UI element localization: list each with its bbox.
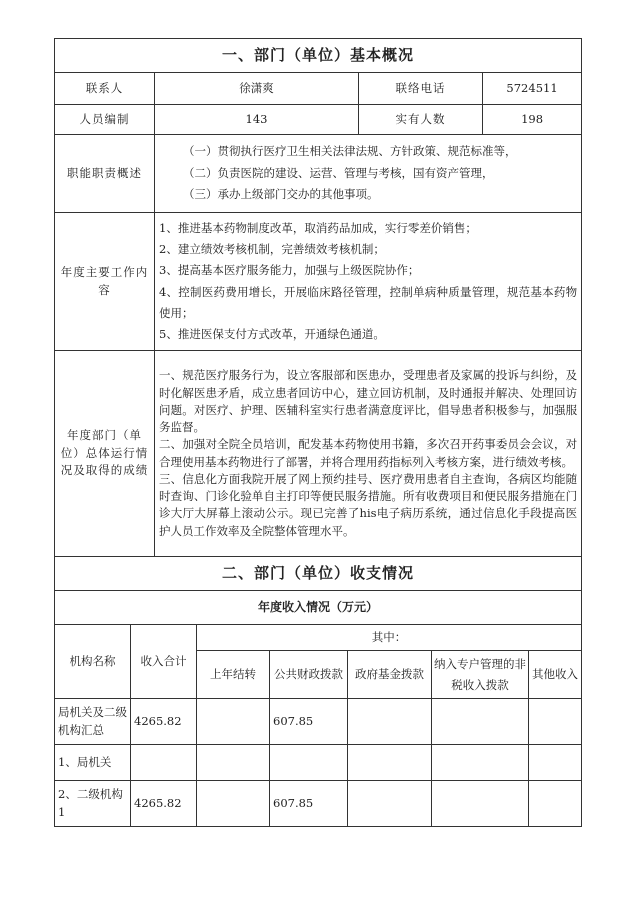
duties-content (155, 135, 582, 213)
status-label: 年度部门（单位）总体运行情况及取得的成绩 (55, 351, 155, 557)
total-cell: 4265.82 (131, 781, 197, 827)
staff-quota-label: 人员编制 (55, 105, 155, 135)
tasks-label: 年度主要工作内容 (55, 213, 155, 351)
budget-document (54, 38, 581, 827)
fiscal-cell (270, 745, 348, 781)
col-nontax-header: 纳入专户管理的非税收入拨款 (432, 651, 529, 699)
overview-table (54, 38, 582, 591)
contact-value: 徐潇爽 (155, 73, 359, 105)
task-item: 5、推进医保支付方式改革，开通绿色通道。 (159, 327, 385, 342)
table-row (55, 781, 582, 827)
status-item: 二、加强对全院全员培训，配发基本药物使用书籍，多次召开药事委员会会议，对合理使用基本药物进行了部署，并将合理用药指标列入考核方案，进行绩效考核。 (159, 437, 578, 469)
income-table (54, 590, 582, 827)
col-other-header: 其他收入 (529, 651, 582, 699)
tasks-content (155, 213, 582, 351)
duties-label: 职能职责概述 (55, 135, 155, 213)
org-cell: 2、二级机构1 (55, 781, 131, 827)
actual-staff-value: 198 (483, 105, 582, 135)
fund-cell (348, 745, 432, 781)
org-cell: 局机关及二级机构汇总 (55, 699, 131, 745)
fiscal-cell: 607.85 (270, 699, 348, 745)
col-carryover-header: 上年结转 (197, 651, 270, 699)
other-cell (529, 699, 582, 745)
nontax-cell (432, 781, 529, 827)
section1-title: 一、部门（单位）基本概况 (55, 39, 582, 73)
col-fiscal-header: 公共财政拨款 (270, 651, 348, 699)
income-title: 年度收入情况（万元） (55, 591, 582, 625)
org-cell: 1、局机关 (55, 745, 131, 781)
fund-cell (348, 699, 432, 745)
nontax-cell (432, 745, 529, 781)
carryover-cell (197, 781, 270, 827)
task-item: 3、提高基本医疗服务能力，加强与上级医院协作； (159, 263, 420, 278)
carryover-cell (197, 745, 270, 781)
total-cell (131, 745, 197, 781)
duty-item: （一）贯彻执行医疗卫生相关法律法规、方针政策、规范标准等， (183, 143, 517, 158)
col-total-header: 收入合计 (131, 625, 197, 699)
section2-title: 二、部门（单位）收支情况 (55, 557, 582, 591)
duty-item: （二）负责医院的建设、运营、管理与考核，国有资产管理， (183, 165, 494, 180)
fiscal-cell: 607.85 (270, 781, 348, 827)
status-item: 一、规范医疗服务行为，设立客服部和医患办，受理患者及家属的投诉与纠纷，及时化解医患矛盾，成立患者回访中心，建立回访机制，及时通报并解决、处理回访问题。对医疗、护理、医辅科室实行患者满意度评比，倡导患者积极参与，加强服务监督。 (159, 368, 578, 434)
col-fund-header: 政府基金拨款 (348, 651, 432, 699)
status-item: 三、信息化方面我院开展了网上预约挂号、医疗费用患者自主查询，各病区均能随时查询、门诊化验单自主打印等便民服务措施。所有收费项目和便民服务措施在门诊大厅大屏幕上滚动公示。现已完善了his电子病历系统，通过信息化手段提高医护人员工作效率及全院整体管理水平。 (159, 471, 578, 538)
other-cell (529, 745, 582, 781)
carryover-cell (197, 699, 270, 745)
table-row (55, 745, 582, 781)
total-cell: 4265.82 (131, 699, 197, 745)
task-item: 1、推进基本药物制度改革，取消药品加成，实行零差价销售； (159, 220, 477, 235)
phone-label: 联络电话 (359, 73, 483, 105)
staff-quota-value: 143 (155, 105, 359, 135)
phone-value: 5724511 (483, 73, 582, 105)
status-content (155, 351, 582, 557)
task-item: 2、建立绩效考核机制，完善绩效考核机制； (159, 241, 385, 256)
nontax-cell (432, 699, 529, 745)
other-cell (529, 781, 582, 827)
col-org-header: 机构名称 (55, 625, 131, 699)
task-item: 4、控制医药费用增长，开展临床路径管理，控制单病种质量管理，规范基本药物使用； (159, 284, 578, 320)
fund-cell (348, 781, 432, 827)
table-row (55, 699, 582, 745)
duty-item: （三）承办上级部门交办的其他事项。 (183, 187, 379, 202)
contact-label: 联系人 (55, 73, 155, 105)
col-of-which-header: 其中： (197, 625, 582, 651)
actual-staff-label: 实有人数 (359, 105, 483, 135)
